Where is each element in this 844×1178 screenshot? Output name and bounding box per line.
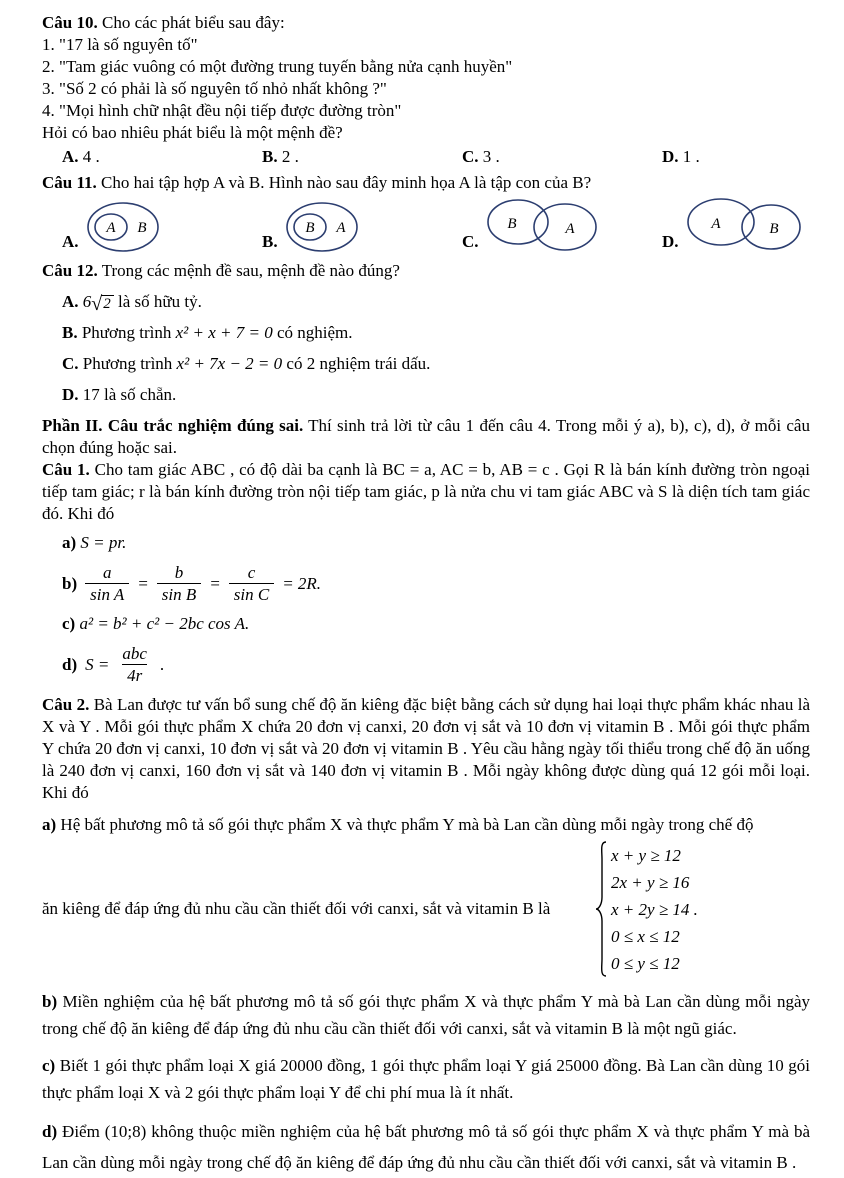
option-12-c-label: C. xyxy=(62,354,79,373)
question-12 xyxy=(42,260,810,406)
item-2b-label: b) xyxy=(42,992,58,1011)
question-12-label: Câu 12. xyxy=(42,261,98,280)
option-12-a-label: A. xyxy=(62,292,79,311)
fraction-numerator: abc xyxy=(122,644,147,663)
item-1a-formula: S = pr. xyxy=(80,533,127,552)
answer-a-text: 4 . xyxy=(82,147,100,166)
item-1b xyxy=(42,562,810,605)
item-2a-intro: Hệ bất phương mô tả số gói thực phẩm X và thực phẩm Y mà bà Lan cần dùng mỗi ngày trong chế độ xyxy=(60,815,754,834)
answer-a xyxy=(62,146,262,168)
question-1-part2 xyxy=(42,459,810,686)
item-1a-label: a) xyxy=(62,533,77,552)
statement-3: 3. "Số 2 có phải là số nguyên tố nhỏ nhất không ?" xyxy=(42,79,387,98)
brace-icon xyxy=(594,840,608,978)
question-2-label: Câu 2. xyxy=(42,695,90,714)
item-1c-label: c) xyxy=(62,614,76,633)
statement-2: 2. "Tam giác vuông có một đường trung tuyến bằng nửa cạnh huyền" xyxy=(42,57,513,76)
venn-option-b-label: B. xyxy=(262,232,278,251)
answer-d-text: 1 . xyxy=(682,147,700,166)
option-12-c-post: có 2 nghiệm trái dấu. xyxy=(286,354,431,373)
item-1b-tail: = 2R. xyxy=(282,573,322,593)
option-12-b-equation: x² + x + 7 = 0 xyxy=(175,323,273,342)
part-2-title: Phần II. Câu trắc nghiệm đúng sai. xyxy=(42,416,304,435)
answer-b xyxy=(262,146,462,168)
venn-option-d xyxy=(662,196,844,254)
venn-b-inner-label: B xyxy=(305,220,315,236)
venn-option-c-label: C. xyxy=(462,232,479,251)
inequality-2: 2x + y ≥ 16 xyxy=(611,872,690,892)
fraction-denominator: sin A xyxy=(85,583,129,605)
venn-subset-diagram-b xyxy=(284,200,360,254)
answer-c xyxy=(462,146,662,168)
radicand: 2 xyxy=(101,295,114,313)
option-12-b-post: có nghiệm. xyxy=(276,323,353,342)
item-1d xyxy=(42,643,810,686)
answer-c-label: C. xyxy=(462,147,479,166)
equals-sign: = xyxy=(137,573,149,593)
option-12-d-label: D. xyxy=(62,385,79,404)
question-12-heading xyxy=(42,260,810,282)
venn-d-right-label: B xyxy=(768,221,779,237)
fraction-denominator: sin C xyxy=(229,583,274,605)
square-root-expression xyxy=(91,295,113,313)
answer-c-text: 3 . xyxy=(482,147,500,166)
venn-a-inner-label: A xyxy=(105,220,116,236)
answer-a-label: A. xyxy=(62,147,79,166)
venn-d-left-label: A xyxy=(710,216,721,232)
question-2-text: Bà Lan được tư vấn bổ sung chế độ ăn kiêng đặc biệt bằng cách sử dụng hai loại thực phẩm khác nhau là X và Y . Mỗi gói thực phẩm X chứa 20 đơn vị canxi, 20 đơn vị sắt và 10 đơn vị vitamin B . Mỗi gói thực phẩm Y chứa 20 đơn vị canxi, 10 đơn vị sắt và 20 đơn vị vitamin B . Yêu cầu hằng ngày tối thiểu trong chế độ ăn uống là 240 đơn vị canxi, 160 đơn vị sắt và 140 đơn vị vitamin B . Mỗi ngày không được dùng quá 12 gói mỗi loại. Khi đó xyxy=(42,695,811,802)
item-1a xyxy=(42,532,810,554)
fraction-a-sinA xyxy=(85,562,129,605)
option-12-a xyxy=(42,291,810,313)
fraction-denominator: 4r xyxy=(122,664,147,686)
fraction-numerator: b xyxy=(174,563,184,582)
option-12-c xyxy=(42,353,810,375)
venn-a-outer-label: B xyxy=(136,220,147,236)
inequality-lines xyxy=(611,842,698,977)
option-12-b xyxy=(42,322,810,344)
item-1c xyxy=(42,613,810,635)
statement-1: 1. "17 là số nguyên tố" xyxy=(42,35,198,54)
venn-option-c xyxy=(462,196,662,254)
fraction-c-sinC xyxy=(229,562,274,605)
question-2-heading xyxy=(42,694,810,804)
item-2a-line1 xyxy=(42,814,810,836)
question-10-label: Câu 10. xyxy=(42,13,98,32)
venn-option-a-label: A. xyxy=(62,232,79,251)
question-10-answers xyxy=(42,146,810,168)
venn-b-outer-label: A xyxy=(336,220,346,236)
item-2a-system-row xyxy=(42,840,810,978)
option-12-b-pre: Phương trình xyxy=(81,323,172,342)
inequality-1: x + y ≥ 12 xyxy=(611,845,681,865)
fraction-numerator: c xyxy=(247,563,256,582)
answer-b-label: B. xyxy=(262,147,278,166)
item-2c xyxy=(42,1052,810,1106)
option-12-d-text: 17 là số chẵn. xyxy=(82,385,177,404)
venn-option-b xyxy=(262,200,462,254)
answer-d xyxy=(662,146,700,168)
question-11-heading xyxy=(42,172,810,194)
venn-overlap-diagram-d xyxy=(685,196,801,254)
item-2a-label: a) xyxy=(42,815,57,834)
option-12-a-coefficient: 6 xyxy=(82,292,92,311)
item-2d xyxy=(42,1116,810,1178)
inequality-5: 0 ≤ y ≤ 12 xyxy=(611,953,680,973)
equals-sign: = xyxy=(209,573,221,593)
fraction-numerator: a xyxy=(102,563,112,582)
inequality-3: x + 2y ≥ 14 . xyxy=(611,899,698,919)
question-1-text: Cho tam giác ABC , có độ dài ba cạnh là BC = a, AC = b, AB = c . Gọi R là bán kính đường tròn ngoại tiếp tam giác; r là bán kính đường tròn nội tiếp tam giác, p là nửa chu vi tam giác ABC và S là diện tích tam giác đó. Khi đó xyxy=(42,460,811,523)
option-12-d xyxy=(42,384,810,406)
option-12-c-pre: Phương trình xyxy=(82,354,173,373)
option-12-c-equation: x² + 7x − 2 = 0 xyxy=(176,354,283,373)
venn-option-a xyxy=(62,200,262,254)
answer-b-text: 2 . xyxy=(281,147,299,166)
item-1d-period: . xyxy=(159,654,165,674)
exam-document xyxy=(42,12,810,1178)
radical-icon: √ xyxy=(91,293,103,315)
option-12-a-text: là số hữu tỷ. xyxy=(118,292,202,311)
item-2b xyxy=(42,988,810,1042)
item-2a-continuation: ăn kiêng để đáp ứng đủ nhu cầu cần thiết đối với canxi, sắt và vitamin B là xyxy=(42,899,551,918)
inequality-4: 0 ≤ x ≤ 12 xyxy=(611,926,680,946)
question-10-prompt: Hỏi có bao nhiêu phát biểu là một mệnh đề? xyxy=(42,123,343,142)
item-2c-label: c) xyxy=(42,1056,56,1075)
item-2b-text: Miền nghiệm của hệ bất phương mô tả số gói thực phẩm X và thực phẩm Y mà bà Lan cần dùng mỗi ngày trong chế độ ăn kiêng để đáp ứng đủ nhu cầu cần thiết đối với canxi, sắt và vitamin B là một ngũ giác. xyxy=(42,992,811,1038)
statement-4: 4. "Mọi hình chữ nhật đều nội tiếp được đường tròn" xyxy=(42,101,402,120)
question-11-options xyxy=(42,196,810,254)
venn-option-d-label: D. xyxy=(662,232,679,251)
fraction-abc-4r xyxy=(117,643,152,686)
venn-subset-diagram-a xyxy=(85,200,161,254)
part-2-heading xyxy=(42,415,810,459)
question-1-heading xyxy=(42,459,810,525)
item-1d-lead: S = xyxy=(85,654,110,674)
question-10-heading xyxy=(42,12,810,34)
question-2-part2 xyxy=(42,694,810,1178)
question-11 xyxy=(42,172,810,254)
option-12-b-label: B. xyxy=(62,323,78,342)
item-1c-formula: a² = b² + c² − 2bc cos A. xyxy=(79,614,250,633)
inequality-system xyxy=(594,840,698,978)
question-1-label: Câu 1. xyxy=(42,460,90,479)
venn-c-left-label: B xyxy=(506,216,517,232)
question-11-text: Cho hai tập hợp A và B. Hình nào sau đây minh họa A là tập con của B? xyxy=(101,173,592,192)
question-10 xyxy=(42,12,810,168)
venn-c-right-label: A xyxy=(564,221,575,237)
item-1d-label: d) xyxy=(62,654,78,674)
item-1b-label: b) xyxy=(62,573,78,593)
fraction-denominator: sin B xyxy=(157,583,201,605)
question-12-text: Trong các mệnh đề sau, mệnh đề nào đúng? xyxy=(101,261,400,280)
answer-d-label: D. xyxy=(662,147,679,166)
part-2-instructions: Thí sinh trả lời từ câu 1 đến câu 4. Trong mỗi ý a), b), c), d), ở mỗi câu chọn đúng hoặc sai. xyxy=(42,416,810,457)
item-2d-text: Điểm (10;8) không thuộc miền nghiệm của hệ bất phương mô tả số gói thực phẩm X và thực phẩm Y mà bà Lan cần dùng mỗi ngày trong chế độ ăn kiêng để đáp ứng đủ nhu cầu cần thiết đối với canxi, sắt và vitamin B . xyxy=(42,1122,810,1172)
question-11-label: Câu 11. xyxy=(42,173,97,192)
venn-overlap-diagram-c xyxy=(485,196,599,254)
item-2c-text: Biết 1 gói thực phẩm loại X giá 20000 đồng, 1 gói thực phẩm loại Y giá 25000 đồng. Bà Lan cần dùng 10 gói thực phẩm loại X và 2 gói thực phẩm loại Y để chi phí mua là ít nhất. xyxy=(42,1056,810,1102)
fraction-b-sinB xyxy=(157,562,201,605)
question-10-intro: Cho các phát biểu sau đây: xyxy=(101,13,285,32)
item-2d-label: d) xyxy=(42,1122,58,1141)
